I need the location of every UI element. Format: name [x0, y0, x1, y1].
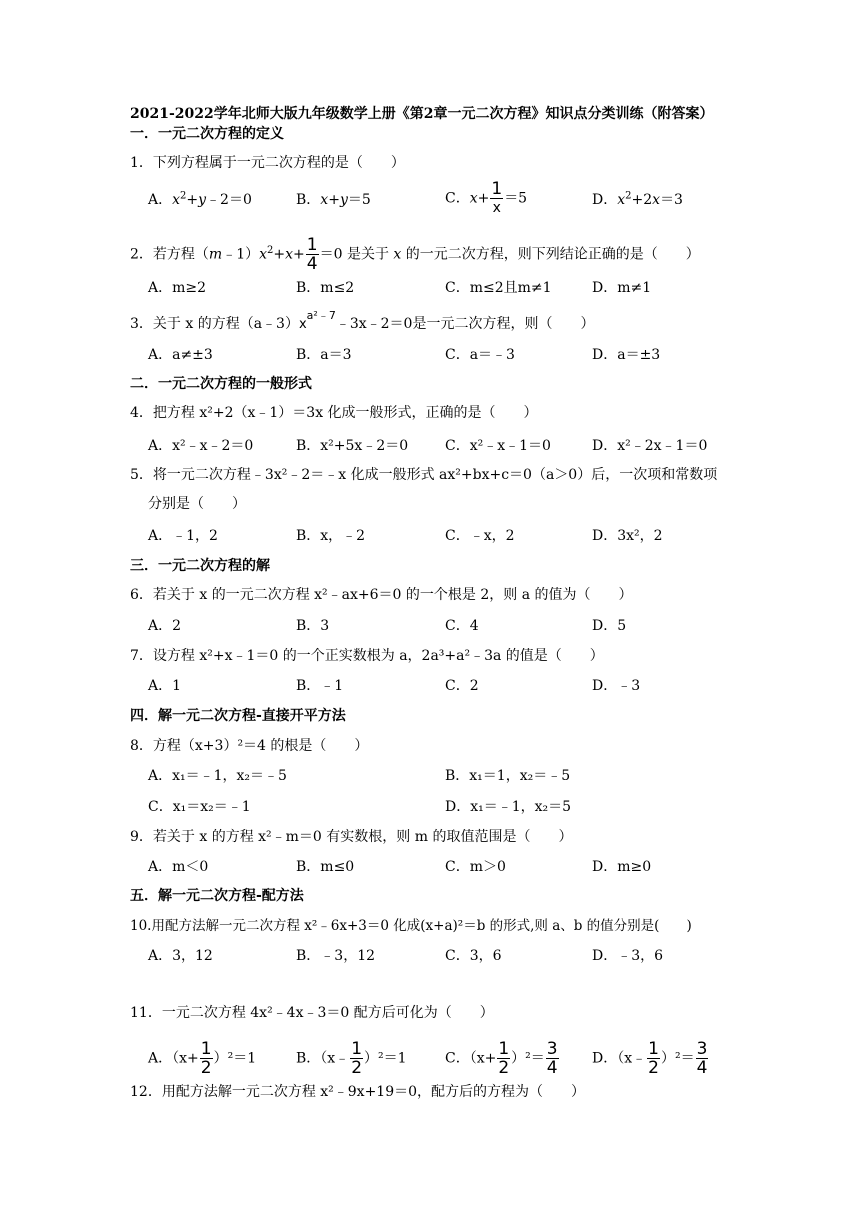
question-6-option-b: B．3: [296, 618, 330, 634]
fraction-1-over-4: $\frac{1}{4}$: [306, 235, 318, 274]
question-1-option-a: A．$x^2+y﹣2=0$: [148, 190, 252, 208]
question-12-stem: 12．用配方法解一元二次方程 x²﹣9x+19＝0，配方后的方程为（ ）: [130, 1084, 586, 1100]
question-1-option-d: D．$x^2+2x=3$: [592, 190, 683, 208]
section-heading-5: 五．解一元二次方程-配方法: [130, 888, 304, 904]
question-6-option-c: C．4: [445, 618, 479, 634]
question-11-option-b: B．（x﹣ $\frac{1}{2}$ ）²＝1: [296, 1039, 407, 1078]
question-2-stem: 2．若方程$(m﹣1)x^2+x+$ $\frac{1}{4}$ ＝0 是关于 x 的一元二次方程，则下列结论正确的是（ ）: [130, 235, 700, 274]
question-2-option-d: D．m≠1: [592, 280, 652, 296]
question-6-stem: 6．若关于 x 的一元二次方程 x²﹣ax+6＝0 的一个根是 2，则 a 的值为（ ）: [130, 587, 633, 603]
question-10-option-d: D．﹣3，6: [592, 948, 664, 964]
question-9-option-a: A．m＜0: [148, 859, 209, 875]
question-4-option-b: B．x²+5x﹣2＝0: [296, 438, 409, 454]
document-title: 2021-2022学年北师大版九年级数学上册《第2章一元二次方程》知识点分类训练（附答案）: [130, 106, 714, 122]
fraction-1-over-2: $\frac{1}{2}$: [498, 1039, 510, 1078]
fraction-3-over-4: $\frac{3}{4}$: [696, 1039, 708, 1078]
question-9-stem: 9．若关于 x 的方程 x²﹣m＝0 有实数根，则 m 的取值范围是（ ）: [130, 829, 573, 845]
question-1-option-b: B．x+y＝5: [296, 192, 371, 208]
question-4-option-c: C．x²﹣x﹣1＝0: [445, 438, 551, 454]
question-9-option-d: D．m≥0: [592, 859, 652, 875]
section-heading-3: 三．一元二次方程的解: [130, 558, 270, 574]
question-9-option-b: B．m≤0: [296, 859, 355, 875]
question-10-stem: 10.用配方法解一元二次方程 x²﹣6x+3＝0 化成(x+a)²＝b 的形式,则 a、b 的值分别是( ): [130, 918, 692, 934]
question-5-stem-continued: 分别是（ ）: [148, 496, 246, 512]
power-expression: $x^{a^2﹣7}$: [298, 309, 336, 332]
question-4-stem: 4．把方程 x²+2（x﹣1）＝3x 化成一般形式，正确的是（ ）: [130, 405, 538, 421]
question-6-option-a: A．2: [148, 618, 182, 634]
question-2-option-a: A．m≥2: [148, 280, 207, 296]
question-1-stem: 1．下列方程属于一元二次方程的是（ ）: [130, 155, 405, 171]
question-2-option-b: B．m≤2: [296, 280, 355, 296]
question-8-option-b: B．x₁＝1，x₂＝﹣5: [445, 768, 571, 784]
question-11-option-a: A．（x+ $\frac{1}{2}$ ）²＝1: [148, 1039, 257, 1078]
question-5-option-b: B．x，﹣2: [296, 528, 366, 544]
question-5-option-d: D．3x²，2: [592, 528, 663, 544]
question-3-stem: 3．关于 x 的方程$(a﹣3)x^{a^2﹣7}﹣3x﹣2=0$是一元二次方程，则（ ）: [130, 309, 595, 332]
question-5-option-a: A．﹣1，2: [148, 528, 218, 544]
question-3-option-b: B．a＝3: [296, 347, 352, 363]
question-7-option-c: C．2: [445, 678, 479, 694]
question-10-option-c: C．3，6: [445, 948, 502, 964]
question-8-option-a: A．x₁＝﹣1，x₂＝﹣5: [148, 768, 287, 784]
question-3-option-a: A．a≠±3: [148, 347, 213, 363]
question-7-option-b: B．﹣1: [296, 678, 344, 694]
question-3-option-d: D．a＝±3: [592, 347, 661, 363]
fraction-1-over-2: $\frac{1}{2}$: [648, 1039, 659, 1078]
question-1-option-c: C．x+ $\frac{1}{x}$ ＝5: [445, 179, 528, 216]
question-11-stem: 11．一元二次方程 4x²﹣4x﹣3＝0 配方后可化为（ ）: [130, 1005, 494, 1021]
question-11-option-c: C．（x+ $\frac{1}{2}$ ）²＝ $\frac{3}{4}$: [445, 1039, 558, 1078]
question-7-option-d: D．﹣3: [592, 678, 641, 694]
question-10-option-b: B．﹣3，12: [296, 948, 376, 964]
fraction-1-over-2: $\frac{1}{2}$: [200, 1039, 212, 1078]
question-5-option-c: C．﹣x，2: [445, 528, 515, 544]
question-8-stem: 8．方程（x+3）²＝4 的根是（ ）: [130, 738, 369, 754]
question-2-option-c: C．m≤2且m≠1: [445, 280, 552, 296]
question-3-option-c: C．a＝﹣3: [445, 347, 515, 363]
question-7-option-a: A．1: [148, 678, 182, 694]
fraction-1-over-x: $\frac{1}{x}$: [491, 179, 503, 216]
question-11-option-d: D．（x﹣ $\frac{1}{2}$ ）²＝ $\frac{3}{4}$: [592, 1039, 708, 1078]
question-9-option-c: C．m＞0: [445, 859, 506, 875]
section-heading-2: 二．一元二次方程的一般形式: [130, 376, 312, 392]
question-8-option-d: D．x₁＝﹣1，x₂＝5: [445, 799, 572, 815]
fraction-1-over-2: $\frac{1}{2}$: [351, 1039, 363, 1078]
section-heading-4: 四．解一元二次方程-直接开平方法: [130, 708, 346, 724]
fraction-3-over-4: $\frac{3}{4}$: [546, 1039, 558, 1078]
question-5-stem: 5．将一元二次方程﹣3x²﹣2＝﹣x 化成一般形式 ax²+bx+c＝0（a＞0）后，一次项和常数项: [130, 467, 718, 483]
question-7-stem: 7．设方程 x²+x﹣1＝0 的一个正实数根为 a，2a³+a²﹣3a 的值是（ ）: [130, 648, 604, 664]
question-10-option-a: A．3，12: [148, 948, 213, 964]
question-8-option-c: C．x₁＝x₂＝﹣1: [148, 799, 251, 815]
question-4-option-d: D．x²﹣2x﹣1＝0: [592, 438, 708, 454]
question-4-option-a: A．x²﹣x﹣2＝0: [148, 438, 254, 454]
question-6-option-d: D．5: [592, 618, 627, 634]
section-heading-1: 一．一元二次方程的定义: [130, 126, 284, 142]
